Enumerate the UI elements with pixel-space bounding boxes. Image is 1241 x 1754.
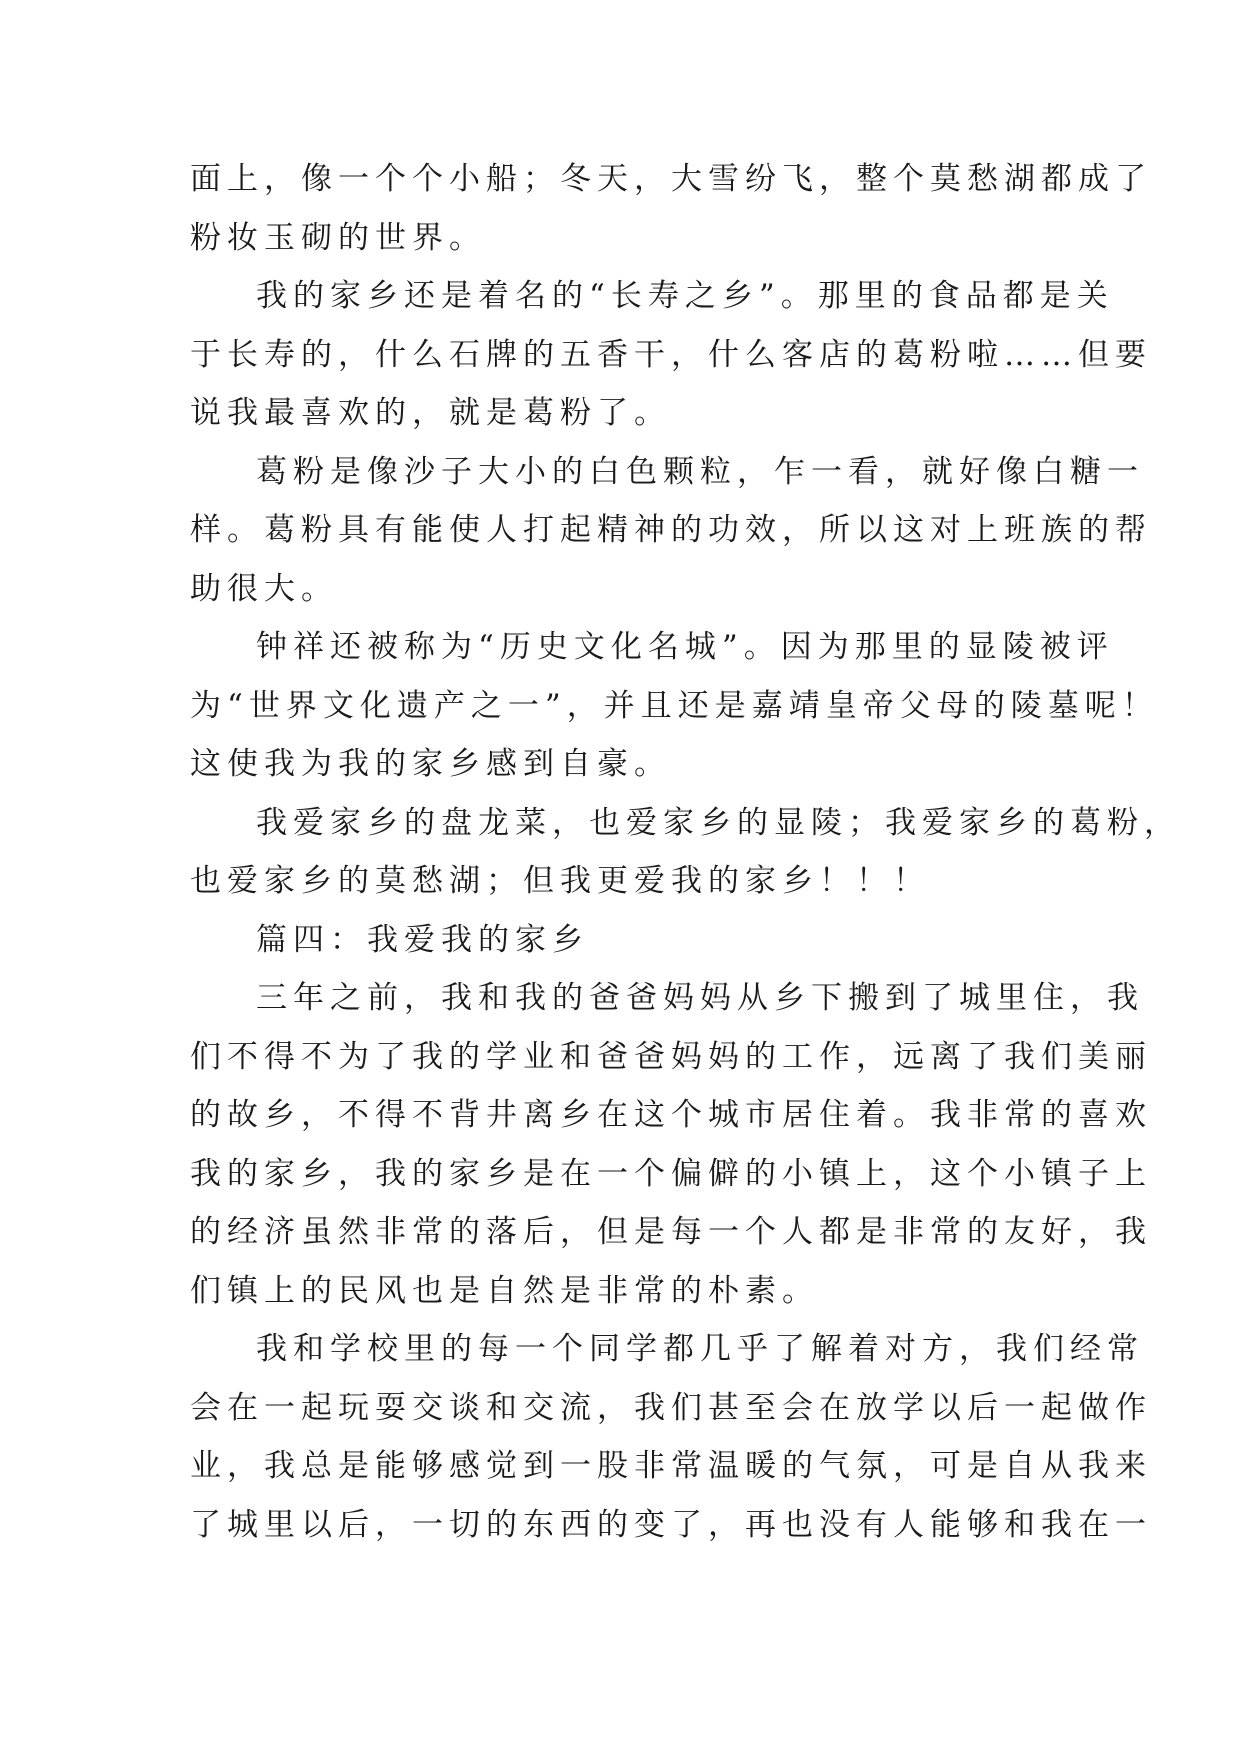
text-line: 于长寿的，什么石牌的五香干，什么客店的葛粉啦……但要 (190, 336, 1152, 373)
text-line: 的经济虽然非常的落后，但是每一个人都是非常的友好，我 (190, 1214, 1152, 1250)
text-line: 会在一起玩耍交谈和交流，我们甚至会在放学以后一起做作 (190, 1389, 1152, 1426)
text-line: 们镇上的民风也是自然是非常的朴素。 (190, 1272, 819, 1309)
text-line: 我和学校里的每一个同学都几乎了解着对方，我们经常 (256, 1331, 1144, 1367)
text-line: 也爱家乡的莫愁湖；但我更爱我的家乡！！！ (190, 863, 930, 899)
text-line: 说我最喜欢的，就是葛粉了。 (190, 395, 671, 431)
text-line: 葛粉是像沙子大小的白色颗粒，乍一看，就好像白糖一 (256, 453, 1144, 490)
text-line: 这使我为我的家乡感到自豪。 (190, 746, 671, 782)
text-line: 粉妆玉砌的世界。 (190, 219, 486, 256)
text-line: 们不得不为了我的学业和爸爸妈妈的工作，远离了我们美丽 (190, 1038, 1152, 1075)
body-text (190, 150, 1181, 1554)
text-line: 我的家乡，我的家乡是在一个偏僻的小镇上，这个小镇子上 (190, 1155, 1152, 1192)
text-line: 我爱家乡的盘龙菜，也爱家乡的显陵；我爱家乡的葛粉， (256, 804, 1181, 841)
text-line: 助很大。 (190, 570, 338, 607)
text-line: 样。葛粉具有能使人打起精神的功效，所以这对上班族的帮 (190, 512, 1152, 548)
text-line: 篇四：我爱我的家乡 (256, 921, 589, 958)
text-line: 三年之前，我和我的爸爸妈妈从乡下搬到了城里住，我 (256, 980, 1144, 1016)
text-line: 钟祥还被称为“历史文化名城”。因为那里的显陵被评 (256, 629, 1114, 665)
text-line: 我的家乡还是着名的“长寿之乡”。那里的食品都是关 (256, 278, 1114, 314)
text-line: 业，我总是能够感觉到一股非常温暖的气氛，可是自从我来 (190, 1448, 1152, 1484)
text-line: 面上，像一个个小船；冬天，大雪纷飞，整个莫愁湖都成了 (190, 161, 1152, 197)
text-line: 的故乡，不得不背井离乡在这个城市居住着。我非常的喜欢 (190, 1097, 1152, 1133)
text-line: 了城里以后，一切的东西的变了，再也没有人能够和我在一 (190, 1506, 1152, 1543)
text-line: 为“世界文化遗产之一”，并且还是嘉靖皇帝父母的陵墓呢！ (190, 687, 1159, 724)
